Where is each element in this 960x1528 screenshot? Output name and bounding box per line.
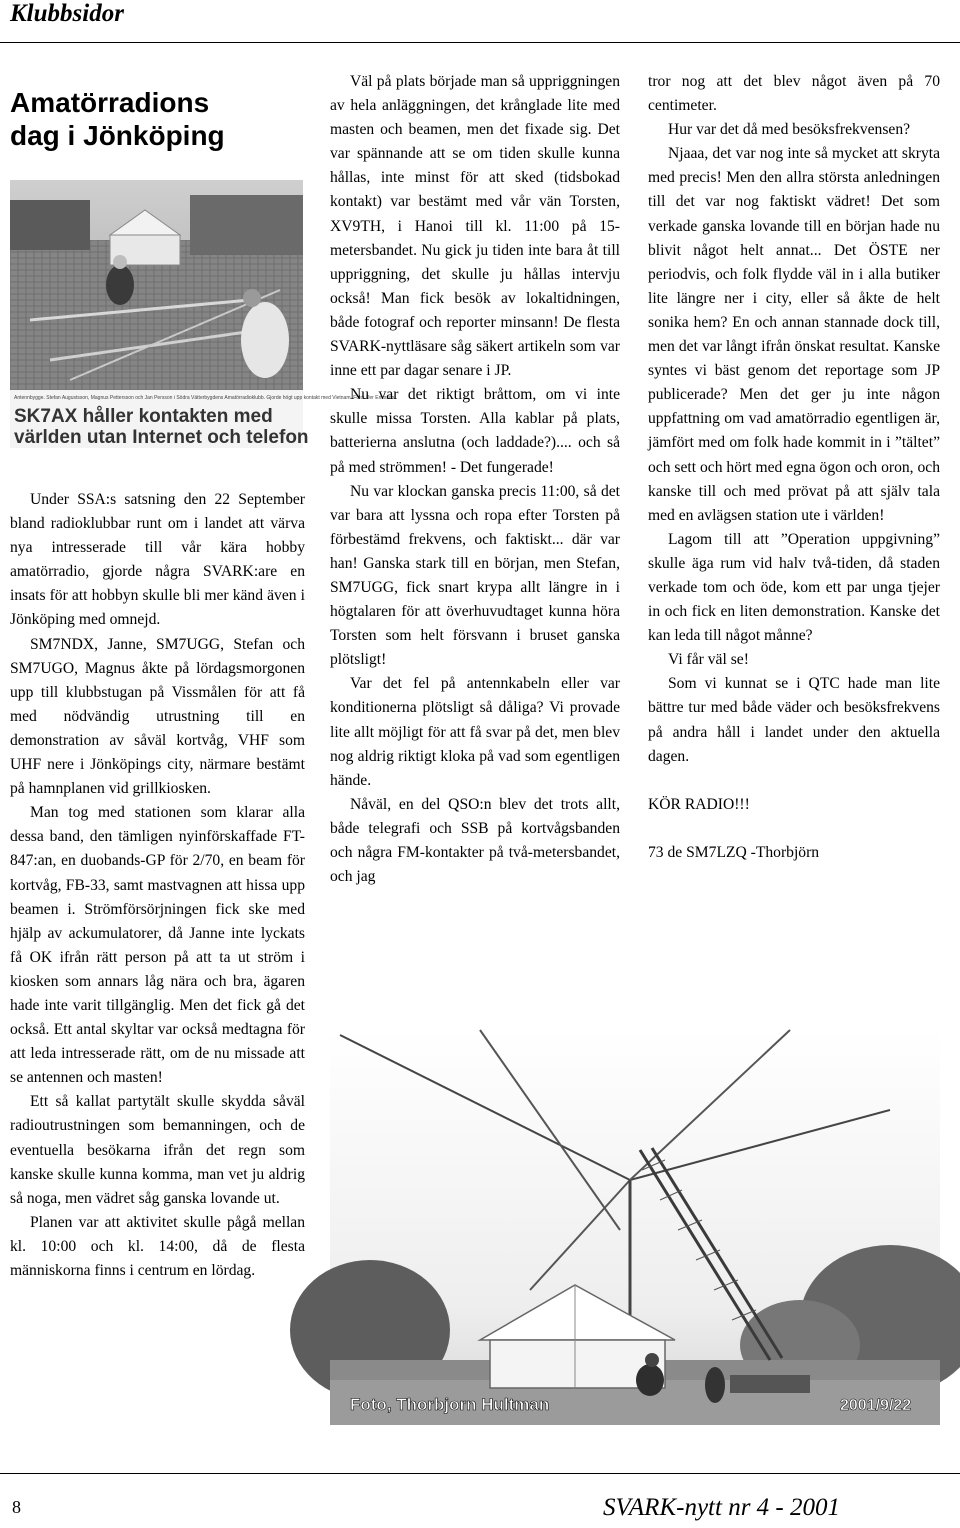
article-title — [10, 86, 310, 152]
paragraph: tror nog att det blev något även på 70 centimeter. — [648, 73, 940, 115]
publication-title: SVARK-nytt nr 4 - 2001 — [603, 1494, 840, 1521]
paragraph: Lagom till att ”Operation uppgivning” skulle äga rum vid halv två-tiden, då staden verkade tom och öde, kom ett par unga tjejer in och fick en liten demonstration. Kanske det kan leda till något månne? — [648, 530, 940, 645]
footer-rule — [0, 1473, 960, 1474]
article-column-1 — [10, 488, 305, 1283]
photo-credit: Foto, Thorbjorn Hultman — [350, 1395, 550, 1414]
paragraph: Vi får väl se! — [668, 651, 749, 669]
title-line-1: Amatörradions — [10, 87, 210, 118]
paragraph: Under SSA:s satsning den 22 September bland radioklubbar runt om i landet att värva nya intresserade till vår kära hobby amatörradio, gjorde några SVARK:are en insats för att hobbyn skulle bli mer känd även i Jönköping med omnejd. — [10, 491, 305, 629]
paragraph: Nu var klockan ganska precis 11:00, så det var bara att lyssna och ropa efter Torsten på förbestämd frekvens, och faktiskt... där var han! Ganska stark till en början, men Stefan, SM7UGG, fick snart krypa allt längre in i högtalaren för att överhuvudtaget kunna höra Torsten som helt försvann i bruset ganska plötsligt! — [330, 482, 620, 669]
paragraph: Väl på plats började man så uppriggningen av hela anläggningen, det krånglade lite med masten och beamen, men det fixade sig. Det var spännande att se om tiden skulle kunna hållas, inte minst för att sked (tidsbokad kontakt) var bestämt med vår vän Torsten, XV9TH, i Hanoi till kl. 11:00 på 15-metersbandet. Nu gick ju tiden inte bara åt till uppriggning, det skulle ju hållas intervju också! Man fick besök av lokaltidningen, både fotograf och reporter minsann! De flesta SVARK-nyttläsare såg säkert artikeln som var inne ett par dagar senare i JP. — [330, 73, 620, 380]
title-line-2: dag i Jönköping — [10, 120, 225, 151]
closing-shout: KÖR RADIO!!! — [648, 795, 750, 813]
section-header: Klubbsidor — [10, 0, 124, 27]
paragraph: Njaaa, det var nog inte så mycket att skryta med precis! Men den allra största anledningen till det var nog faktiskt vädret! Det som verkade ganska lovande till en början hade nu blivit något helt annat... Det ÖSTE ner periodvis, och folk flydde väl in i alla butiker lite längre ner i city, eller så åkte de helt sonika hem? En och annan stannade dock till, men det var långt ifrån önskat resultat. Kanske syntes vi bäst genom det reportage som JP publicerade? Men det ger ju inte någon uppfattning om vad amatörradio egentligen är, jämfört med om folk hade kommit in i ”tältet” och sett och hört med egna ögon och oron, och kanske till och med prövat på att själv tala med en avlägsen station ute i världen! — [648, 145, 940, 524]
article-column-2 — [330, 70, 620, 889]
newspaper-clipping-photo — [10, 180, 395, 448]
signature: 73 de SM7LZQ -Thorbjörn — [648, 843, 820, 861]
article-column-3 — [648, 70, 940, 865]
photo-date-stamp: 2001/9/22 — [840, 1397, 912, 1414]
paragraph: Hur var det då med besöksfrekvensen? — [668, 121, 911, 139]
clipping-small-caption: Antennbygge. Stefan Augustsson, Magnus Pettersson och Jan Persson i Södra Vätterbygdens Amatörradioklubb. Gjorde högt upp kontakt med Vietnam. Foto: Per Ericsson — [14, 395, 395, 401]
antenna-tent-photo — [330, 1030, 940, 1425]
header-rule — [0, 42, 960, 43]
clipping-headline-2: världen utan Internet och telefon — [14, 427, 309, 448]
page-number: 8 — [12, 1497, 21, 1517]
paragraph: Nåväl, en del QSO:n blev det trots allt, både telegrafi och SSB på kortvågsbanden och några FM-kontakter på två-metersbandet, och jag — [330, 795, 620, 886]
clipping-headline-1: SK7AX håller kontakten med — [14, 406, 273, 427]
paragraph: Ett så kallat partytält skulle skydda såväl radioutrustningen som bemanningen, och de eventuella besökarna ifrån det regn som kanske skulle kunna komma, man vet ju aldrig så noga, men vädret såg ganska lovande ut. — [10, 1093, 305, 1207]
paragraph: Man tog med stationen som klarar alla dessa band, den tämligen nyinförskaffade FT-847:an, en duobands-GP för 2/70, en beam för kortvåg, FB-33, samt mastvagnen att hissa upp beamen i. Strömförsörjningen fick ske med hjälp av ackumulatorer, då Janne inte lyckats få OK ifrån rätt person på att ta ut ström i kiosken som annars låg nära och bra, ägaren hade inte varit tillgänglig. Men det fick gå det också. Ett antal skyltar var också medtagna för att leda intresserade rätt, om de nu missade att se antennen och masten! — [10, 804, 305, 1087]
paragraph: Var det fel på antennkabeln eller var konditionerna plötsligt så dåliga? Vi provade lite allt möjligt för att få svar på det, men blev nog aldrig riktigt kloka på vad som egentligen hände. — [330, 675, 620, 789]
paragraph: Som vi kunnat se i QTC hade man lite bättre tur med både väder och besöksfrekvens på andra håll i landet under den aktuella dagen. — [648, 675, 940, 765]
paragraph: Nu var det riktigt bråttom, om vi inte skulle missa Torsten. Alla kablar på plats, batterierna anslutna (och laddade?).... och så på med strömmen! - Det fungerade! — [330, 386, 620, 476]
paragraph: Planen var att aktivitet skulle pågå mellan kl. 10:00 och kl. 14:00, då de flesta människorna finns i centrum en lördag. — [10, 1213, 305, 1279]
paragraph: SM7NDX, Janne, SM7UGG, Stefan och SM7UGO, Magnus åkte på lördagsmorgonen upp till klubbstugan på Vissmålen för att få med nödvändig utrustning till en demonstration av såväl kortvåg, VHF som UHF nere i Jönköpings city, närmare bestämt på hamnplanen vid grillkiosken. — [10, 635, 305, 798]
